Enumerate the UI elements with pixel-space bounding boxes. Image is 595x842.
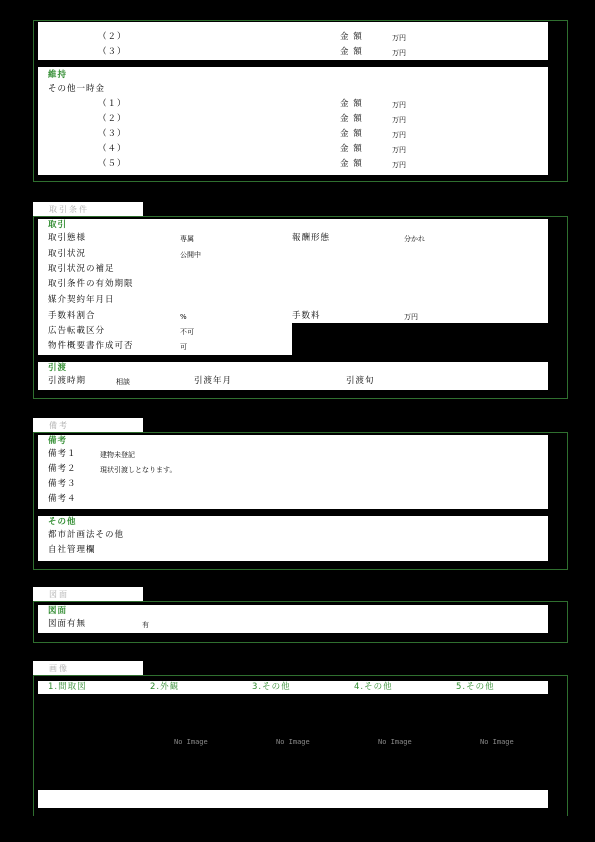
tab-remarks: [33, 418, 143, 432]
drawing-has-value: 有: [142, 621, 149, 629]
other-title: その他: [48, 517, 77, 527]
lump-row-label: 金 額: [340, 129, 363, 139]
image-header-1: 1.間取図: [48, 682, 87, 692]
transaction-panel: [38, 219, 548, 355]
fee-unit: 万円: [404, 313, 418, 321]
summary-value: 可: [180, 343, 187, 351]
lump-row-num: （１）: [98, 99, 127, 109]
ad-label: 広告転載区分: [48, 326, 106, 336]
black-fill-block: [292, 323, 548, 355]
lump-row-label: 金 額: [340, 159, 363, 169]
tab-label: 図面: [49, 590, 69, 599]
fee-form-value: 分かれ: [404, 235, 425, 243]
no-image-placeholder: No Image: [378, 738, 412, 746]
fee-row-label: 金 額: [340, 47, 363, 57]
tab-label: 備考: [49, 421, 69, 430]
no-image-placeholder: No Image: [174, 738, 208, 746]
handover-period-label: 引渡旬: [346, 376, 375, 386]
lump-row-num: （３）: [98, 129, 127, 139]
image-header-2: 2.外観: [150, 682, 180, 692]
remarks-title: 備考: [48, 436, 68, 446]
remark-label: 備考１: [48, 449, 77, 459]
lump-row-unit: 万円: [392, 161, 406, 169]
fee-ratio-unit: %: [180, 313, 187, 321]
handover-panel: [38, 362, 548, 390]
fee-label: 手数料: [292, 311, 321, 321]
handover-time-value: 相談: [116, 378, 130, 386]
ad-value: 不可: [180, 328, 194, 336]
status-supplement-label: 取引状況の補足: [48, 264, 115, 274]
brokerage-date-label: 媒介契約年月日: [48, 295, 115, 305]
status-value: 公開中: [180, 251, 201, 259]
image-header-4: 4.その他: [354, 682, 393, 692]
handover-time-label: 引渡時期: [48, 376, 87, 386]
status-label: 取引状況: [48, 249, 87, 259]
lump-row-unit: 万円: [392, 131, 406, 139]
other-lump-title: その他一時金: [48, 84, 106, 94]
tab-images: [33, 661, 143, 675]
maintenance-title: 維持: [48, 70, 68, 80]
fee-row-num: （２）: [98, 32, 127, 42]
tab-drawing: [33, 587, 143, 601]
fee-row-label: 金 額: [340, 32, 363, 42]
remark-label: 備考２: [48, 464, 77, 474]
remark-value: 建物未登記: [100, 451, 135, 459]
lump-row-unit: 万円: [392, 146, 406, 154]
lump-row-unit: 万円: [392, 116, 406, 124]
image-header-5: 5.その他: [456, 682, 495, 692]
mode-value: 専属: [180, 235, 194, 243]
no-image-placeholder: No Image: [480, 738, 514, 746]
drawing-panel: [38, 605, 548, 633]
lump-row-label: 金 額: [340, 114, 363, 124]
fee-row-unit: 万円: [392, 34, 406, 42]
lump-row-num: （５）: [98, 159, 127, 169]
lump-row-unit: 万円: [392, 101, 406, 109]
no-image-placeholder: No Image: [276, 738, 310, 746]
lump-row-label: 金 額: [340, 99, 363, 109]
company-management-label: 自社管理欄: [48, 545, 96, 555]
fee-row-num: （３）: [98, 47, 127, 57]
transaction-title: 取引: [48, 220, 68, 230]
fee-ratio-label: 手数料割合: [48, 311, 96, 321]
other-panel: [38, 516, 548, 561]
urban-planning-label: 都市計画法その他: [48, 530, 125, 540]
lump-row-num: （４）: [98, 144, 127, 154]
handover-title: 引渡: [48, 363, 68, 373]
maintenance-panel: [38, 67, 548, 175]
tab-label: 画像: [49, 664, 69, 673]
fee-top-panel: [38, 22, 548, 60]
drawing-has-label: 図面有無: [48, 619, 87, 629]
fee-form-label: 報酬形態: [292, 233, 331, 243]
tab-transaction: [33, 202, 143, 216]
drawing-title: 図面: [48, 606, 68, 616]
expiry-label: 取引条件の有効期限: [48, 279, 134, 289]
remark-value: 現状引渡しとなります。: [100, 466, 177, 474]
lump-row-label: 金 額: [340, 144, 363, 154]
remarks-panel: [38, 435, 548, 509]
handover-date-label: 引渡年月: [194, 376, 233, 386]
tab-label: 取引条件: [49, 205, 89, 214]
images-header-bar: [38, 681, 548, 694]
summary-label: 物件概要書作成可否: [48, 341, 134, 351]
lump-row-num: （２）: [98, 114, 127, 124]
fee-row-unit: 万円: [392, 49, 406, 57]
remark-label: 備考４: [48, 494, 77, 504]
mode-label: 取引態様: [48, 233, 87, 243]
image-header-3: 3.その他: [252, 682, 291, 692]
images-footer-bar: [38, 790, 548, 808]
remark-label: 備考３: [48, 479, 77, 489]
